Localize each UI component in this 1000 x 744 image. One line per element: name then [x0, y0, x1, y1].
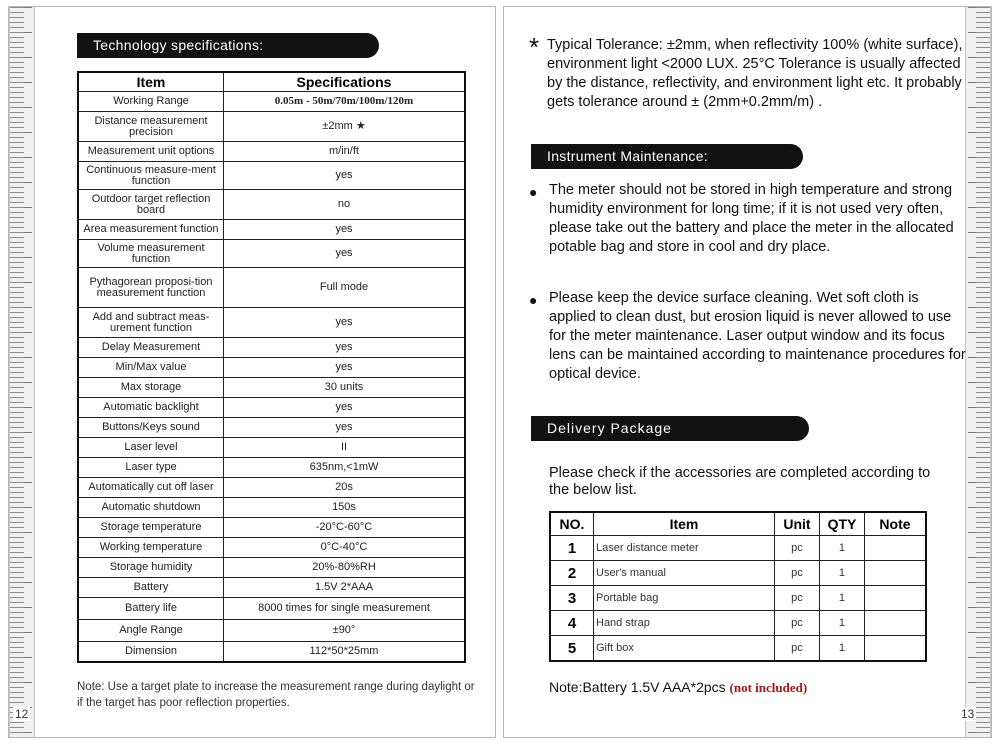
- spec-row: [78, 268, 465, 308]
- spec-item-cell: Battery: [78, 578, 224, 598]
- delivery-row: [550, 586, 926, 611]
- spec-item-cell: Delay Measurement: [78, 338, 224, 358]
- spec-value-cell: yes: [224, 418, 466, 438]
- spec-value-cell: no: [224, 190, 466, 220]
- delivery-header-no: NO.: [550, 512, 594, 536]
- tolerance-paragraph: [529, 32, 969, 112]
- delivery-item-cell: Portable bag: [594, 586, 775, 611]
- spec-item-cell: Working temperature: [78, 538, 224, 558]
- spec-item-cell: Storage humidity: [78, 558, 224, 578]
- delivery-unit-cell: pc: [774, 561, 819, 586]
- delivery-item-cell: Gift box: [594, 636, 775, 662]
- delivery-header-unit: Unit: [774, 512, 819, 536]
- spec-value-cell: yes: [224, 220, 466, 240]
- delivery-no-cell: 3: [550, 586, 594, 611]
- page-number-left: 12: [15, 707, 29, 721]
- spec-value-cell: yes: [224, 338, 466, 358]
- specifications-heading: Technology specifications:: [77, 33, 379, 58]
- spec-row: [78, 92, 465, 112]
- spec-item-cell: Add and subtract meas-urement function: [78, 308, 224, 338]
- spec-row: [78, 620, 465, 642]
- spec-row: [78, 578, 465, 598]
- delivery-header-note: Note: [864, 512, 926, 536]
- delivery-row: [550, 561, 926, 586]
- spec-row: [78, 220, 465, 240]
- spec-value-cell: 0.05m - 50m/70m/100m/120m: [224, 92, 466, 112]
- specifications-table: [77, 71, 466, 663]
- spec-item-cell: Volume measurement function: [78, 240, 224, 268]
- maintenance-bullet-text: Please keep the device surface cleaning. Wet soft cloth is applied to clean dust, but erosion liquid is never allowed to use for the meter maintenance. Laser output window and its focus lens can be maintained according to maintenance procedures for optical device.: [549, 290, 966, 382]
- spec-row: [78, 190, 465, 220]
- battery-note-text: Note:Battery 1.5V AAA*2pcs: [549, 679, 726, 695]
- spec-item-cell: Working Range: [78, 92, 224, 112]
- spec-value-cell: ±90°: [224, 620, 466, 642]
- delivery-note-cell: [864, 611, 926, 636]
- spec-value-cell: 150s: [224, 498, 466, 518]
- delivery-qty-cell: 1: [819, 561, 864, 586]
- spec-header-specifications: Specifications: [224, 72, 466, 92]
- spec-row: [78, 338, 465, 358]
- spec-value-cell: yes: [224, 398, 466, 418]
- spec-value-cell: 20%-80%RH: [224, 558, 466, 578]
- delivery-header-item: Item: [594, 512, 775, 536]
- delivery-unit-cell: pc: [774, 536, 819, 561]
- right-page: [503, 6, 992, 738]
- spec-item-cell: Angle Range: [78, 620, 224, 642]
- bullet-dot-icon: ●: [529, 292, 538, 308]
- spec-value-cell: -20°C-60°C: [224, 518, 466, 538]
- spec-row: [78, 308, 465, 338]
- delivery-item-cell: Laser distance meter: [594, 536, 775, 561]
- delivery-unit-cell: pc: [774, 611, 819, 636]
- spec-value-cell: 1.5V 2*AAA: [224, 578, 466, 598]
- delivery-no-cell: 1: [550, 536, 594, 561]
- left-page: [8, 6, 496, 738]
- spec-item-cell: Min/Max value: [78, 358, 224, 378]
- delivery-note-cell: [864, 561, 926, 586]
- delivery-note-cell: [864, 636, 926, 662]
- spec-row: [78, 642, 465, 662]
- spec-value-cell: 8000 times for single measurement: [224, 598, 466, 620]
- spec-row: [78, 418, 465, 438]
- spec-row: [78, 498, 465, 518]
- spec-item-cell: Area measurement function: [78, 220, 224, 240]
- delivery-qty-cell: 1: [819, 586, 864, 611]
- spec-item-cell: Storage temperature: [78, 518, 224, 538]
- spec-value-cell: yes: [224, 308, 466, 338]
- spec-value-cell: yes: [224, 358, 466, 378]
- spec-value-cell: 0°C-40°C: [224, 538, 466, 558]
- asterisk-icon: *: [529, 32, 540, 62]
- spec-row: [78, 240, 465, 268]
- spec-item-cell: Continuous measure-ment function: [78, 162, 224, 190]
- spec-item-cell: Pythagorean proposi-tion measurement function: [78, 268, 224, 308]
- spec-value-cell: 112*50*25mm: [224, 642, 466, 662]
- spec-row: [78, 478, 465, 498]
- delivery-qty-cell: 1: [819, 536, 864, 561]
- spec-value-cell: 20s: [224, 478, 466, 498]
- spec-value-cell: yes: [224, 162, 466, 190]
- spec-item-cell: Laser type: [78, 458, 224, 478]
- delivery-note-cell: [864, 536, 926, 561]
- spec-item-cell: Battery life: [78, 598, 224, 620]
- spec-row: [78, 358, 465, 378]
- spec-item-cell: Automatic shutdown: [78, 498, 224, 518]
- tolerance-text: Typical Tolerance: ±2mm, when reflectivity 100% (white surface), environment light <2000 LUX. 25°C Tolerance is usually affected by the distance, reflectivity, and environment light etc. It probably gets tolerance around ± (2mm+0.2mm/m) .: [547, 37, 963, 110]
- spec-item-cell: Dimension: [78, 642, 224, 662]
- spec-value-cell: Full mode: [224, 268, 466, 308]
- battery-note: [549, 679, 807, 696]
- spec-item-cell: Distance measurement precision: [78, 112, 224, 142]
- spec-value-cell: 30 units: [224, 378, 466, 398]
- spec-item-cell: Automatic backlight: [78, 398, 224, 418]
- spec-row: [78, 398, 465, 418]
- spec-header-item: Item: [78, 72, 224, 92]
- delivery-unit-cell: pc: [774, 586, 819, 611]
- spec-row: [78, 112, 465, 142]
- spec-value-cell: 635nm,<1mW: [224, 458, 466, 478]
- delivery-qty-cell: 1: [819, 611, 864, 636]
- delivery-table: [549, 511, 927, 662]
- delivery-intro: Please check if the accessories are completed according to the below list.: [549, 465, 931, 498]
- bullet-dot-icon: ●: [529, 184, 538, 200]
- spec-row: [78, 598, 465, 620]
- spec-row: [78, 558, 465, 578]
- spec-value-cell: ±2mm ★: [224, 112, 466, 142]
- spec-item-cell: Laser level: [78, 438, 224, 458]
- delivery-no-cell: 5: [550, 636, 594, 662]
- spec-row: [78, 538, 465, 558]
- delivery-header-row: [550, 512, 926, 536]
- delivery-item-cell: Hand strap: [594, 611, 775, 636]
- delivery-row: [550, 536, 926, 561]
- maintenance-bullet-text: The meter should not be stored in high temperature and strong humidity environment for long time; if it is not used very often, please take out the battery and place the meter in the allocated potable bag and store in cool and dry place.: [549, 182, 954, 255]
- spec-item-cell: Outdoor target reflection board: [78, 190, 224, 220]
- ruler-left: [9, 7, 35, 737]
- delivery-heading: Delivery Package: [531, 416, 809, 441]
- range-note: Note: Use a target plate to increase the measurement range during daylight or if the target has poor reflection properties.: [77, 681, 475, 709]
- delivery-row: [550, 611, 926, 636]
- maintenance-heading: Instrument Maintenance:: [531, 144, 803, 169]
- spec-header-row: [78, 72, 465, 92]
- maintenance-bullet-1: [529, 181, 969, 257]
- spec-row: [78, 142, 465, 162]
- not-included-label: (not included): [729, 680, 808, 695]
- spec-item-cell: Buttons/Keys sound: [78, 418, 224, 438]
- spec-value-cell: II: [224, 438, 466, 458]
- delivery-header-qty: QTY: [819, 512, 864, 536]
- page-number-right: 13: [961, 707, 975, 721]
- delivery-no-cell: 4: [550, 611, 594, 636]
- maintenance-bullet-2: [529, 289, 969, 384]
- delivery-row: [550, 636, 926, 662]
- spec-item-cell: Measurement unit options: [78, 142, 224, 162]
- spec-row: [78, 378, 465, 398]
- spec-item-cell: Max storage: [78, 378, 224, 398]
- delivery-unit-cell: pc: [774, 636, 819, 662]
- spec-item-cell: Automatically cut off laser: [78, 478, 224, 498]
- spec-row: [78, 438, 465, 458]
- spec-row: [78, 162, 465, 190]
- spec-value-cell: yes: [224, 240, 466, 268]
- delivery-no-cell: 2: [550, 561, 594, 586]
- delivery-note-cell: [864, 586, 926, 611]
- spec-value-cell: m/in/ft: [224, 142, 466, 162]
- spec-row: [78, 518, 465, 538]
- delivery-item-cell: User's manual: [594, 561, 775, 586]
- delivery-qty-cell: 1: [819, 636, 864, 662]
- spec-row: [78, 458, 465, 478]
